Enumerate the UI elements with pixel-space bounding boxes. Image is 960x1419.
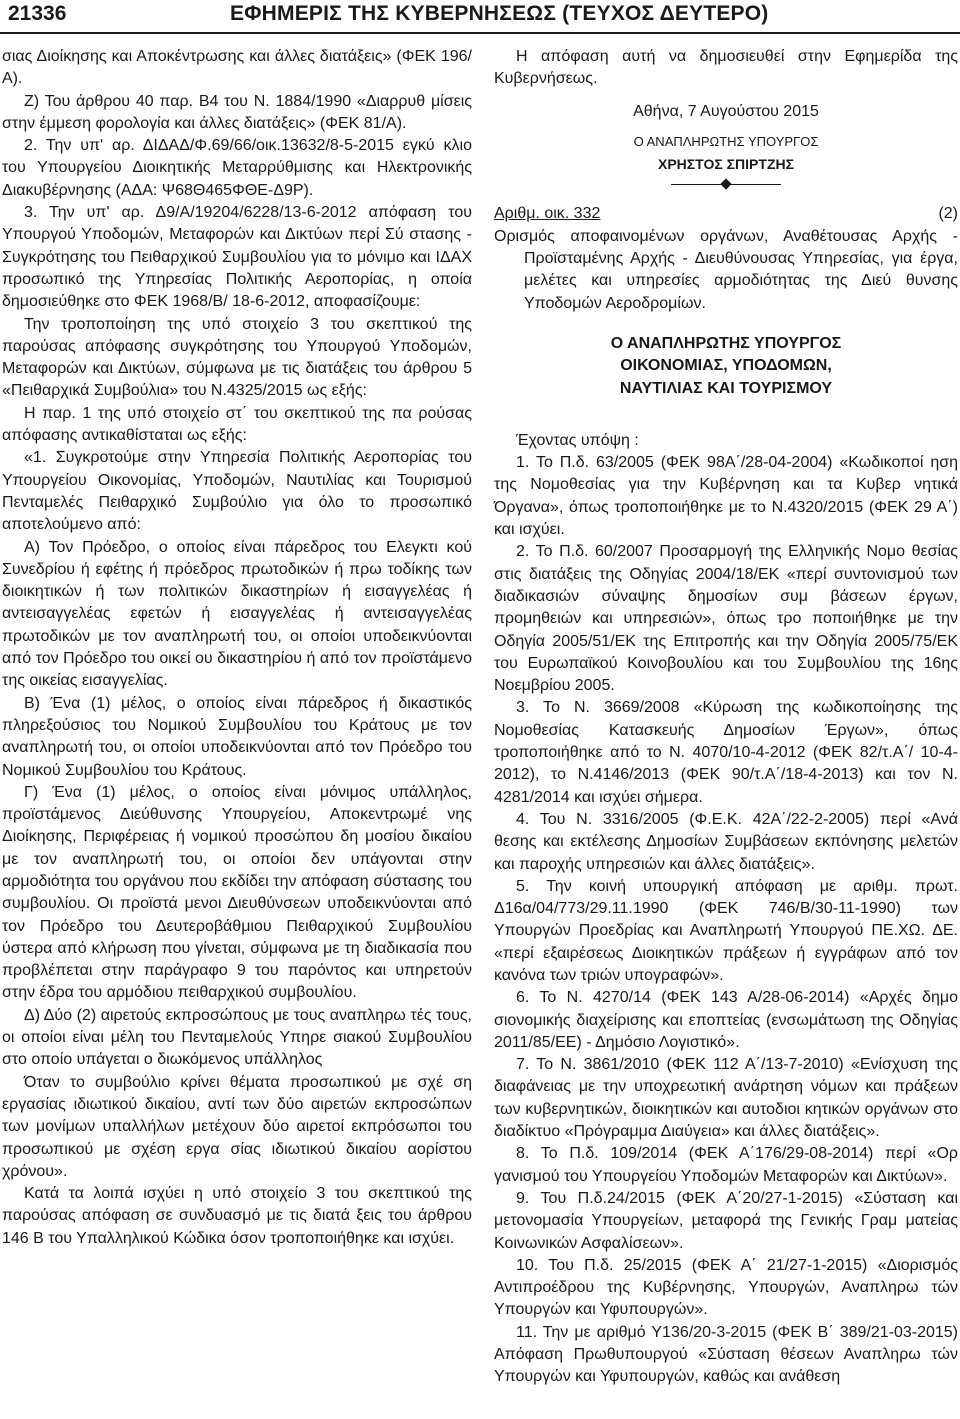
list-item: 4. Του Ν. 3316/2005 (Φ.Ε.Κ. 42Α΄/22-2-2005) περί «Ανά θεσης και εκτέλεσης Δημοσίων Συμβάσεων εκπόνησης μελετών και παροχής υπηρεσιών και άλλες διατάξεις». — [494, 810, 958, 873]
signer-name: ΧΡΗΣΤΟΣ ΣΠΙΡΤΖΗΣ — [657, 156, 795, 173]
header-rule — [0, 32, 960, 34]
paragraph: Η παρ. 1 της υπό στοιχείο στ΄ του σκεπτικού της πα ρούσας απόφασης αντικαθίσταται ως εξής: — [2, 404, 472, 445]
list-item: 7. Το Ν. 3861/2010 (ΦΕΚ 112 Α΄/13-7-2010) «Ενίσχυση της διαφάνειας με την υποχρεωτική ανάρτηση νόμων και πράξεων των κυβερνητικών, διοικητικών και αυτοδιοι κητικών οργάνων στο διαδίκτυο «Πρόγραμμα Διαύγεια» και άλλες διατάξεις». — [494, 1056, 958, 1141]
decision-number: Αριθμ. οικ. 332 — [494, 205, 601, 223]
paragraph: Β) Ένα (1) μέλος, ο οποίος είναι πάρεδρος ή δικαστικός πληρεξούσιος του Νομικού Συμβουλίου του Κράτους με τον αναπληρωτή του, οι οποίοι υποδεικνύονται από τον Πρόεδρο του Νομικού Συμβουλίου του Κράτους. — [2, 694, 472, 779]
list-item: 9. Του Π.δ.24/2015 (ΦΕΚ Α΄20/27-1-2015) «Σύσταση και μετονομασία Υπουργείων, μεταφορά της Γενικής Γραμ ματείας Κοινωνικών Ασφαλίσεων». — [494, 1189, 958, 1252]
paragraph: σιας Διοίκησης και Αποκέντρωσης και άλλες διατάξεις» (ΦΕΚ 196/Α). — [2, 48, 472, 88]
list-item: 6. Το Ν. 4270/14 (ΦΕΚ 143 Α/28-06-2014) «Αρχές δημο σιονομικής διαχείρισης και εποπτείας (ενσωμάτωση της Οδηγίας 2011/85/ΕΕ) - Δημόσιο Λογιστικό». — [494, 989, 958, 1051]
minister-heading-line-2: ΟΙΚΟΝΟΜΙΑΣ, ΥΠΟΔΟΜΩΝ, — [620, 357, 832, 375]
gazette-title: ΕΦΗΜΕΡΙΣ ΤΗΣ ΚΥΒΕΡΝΗΣΕΩΣ (ΤΕΥΧΟΣ ΔΕΥΤΕΡΟ) — [230, 2, 769, 25]
list-item: 3. Το Ν. 3669/2008 «Κύρωση της κωδικοποίησης της Νομοθεσίας Κατασκευής Δημοσίων Έργων», όπως τροποποιήθηκε από το Ν. 4070/10-4-2012 (ΦΕΚ 82/τ.Α΄/ 10-4-2012), το Ν.4146/2013 (ΦΕΚ 90/τ.Α΄/18-4-2013) και τον Ν. 4281/2014 και ισχύει σήμερα. — [494, 699, 958, 806]
list-item: 11. Την με αριθμό Υ136/20-3-2015 (ΦΕΚ Β΄ 389/21-03-2015) Απόφαση Πρωθυπουργού «Σύσταση θέσεων Αναπληρω τών Υπουργών και Υφυπουργών, καθώς και ανάθεση — [494, 1323, 958, 1386]
paragraph: 2. Την υπ' αρ. ΔΙΔΑΔ/Φ.69/66/οικ.13632/8-5-2015 εγκύ κλιο του Υπουργείου Διοικητικής Μεταρρύθμισης και Ηλεκτρονικής Διακυβέρνησης (ΑΔΑ: Ψ68Θ465ΦΘΕ-Δ9Ρ). — [2, 137, 472, 199]
list-item: 1. Το Π.δ. 63/2005 (ΦΕΚ 98Α΄/28-04-2004) «Κωδικοποί ηση της Νομοθεσίας για την Κυβέρνηση και τα Κυβερ νητικά Όργανα», όπως τροποποιήθηκε με το Ν.4320/2015 (ΦΕΚ 29 Α΄) και ισχύει. — [494, 454, 958, 539]
paragraph: Την τροποποίηση της υπό στοιχείο 3 του σκεπτικού της παρούσας απόφασης συγκρότησης του Υπουργού Υποδομών, Μεταφορών και Δικτύων, σύμφωνα με τις διατάξεις του άρθρου 5 «Πειθαρχικά Συμβούλια» του Ν.4325/2015 ως εξής: — [2, 315, 472, 400]
place-date: Αθήνα, 7 Αυγούστου 2015 — [633, 102, 819, 120]
page-number: 21336 — [8, 2, 67, 25]
decision-header — [494, 203, 958, 225]
diamond-ornament-icon — [720, 179, 731, 190]
paragraph: 3. Την υπ' αρ. Δ9/Α/19204/6228/13-6-2012 απόφαση του Υπουργού Υποδομών, Μεταφορών και Δικτύων περί Σύ στασης - Συγκρότησης του Πειθαρχικού Συμβουλίου για το μόνιμο και ΙΔΑΧ προσωπικό της Υπηρεσίας Πολιτικής Αεροπορίας, η οποία δημοσιεύθηκε στο ΦΕΚ 1968/Β/ 18-6-2012, αποφασίζουμε: — [2, 204, 472, 311]
publication-note: Η απόφαση αυτή να δημοσιευθεί στην Εφημερίδα της Κυβερνήσεως. — [494, 48, 958, 88]
left-column — [2, 46, 472, 1250]
paragraph: «1. Συγκροτούμε στην Υπηρεσία Πολιτικής Αεροπορίας του Υπουργείου Οικονομίας, Υποδομών, Ναυτιλίας και Τουρισμού Πενταμελές Πειθαρχικό Συμβούλιο για όλο το προσωπικό αποτελούμενο από: — [2, 449, 472, 534]
page-header — [0, 0, 960, 34]
considering-label: Έχοντας υπόψη : — [516, 431, 639, 449]
paragraph: Δ) Δύο (2) αιρετούς εκπροσώπους με τους αναπληρω τές τους, οι οποίοι είναι μέλη του Πενταμελούς Υπηρε σιακού Συμβουλίου στο οποίο υπάγεται ο διωκόμενος υπάλληλος — [2, 1006, 472, 1069]
paragraph: Γ) Ένα (1) μέλος, ο οποίος είναι μόνιμος υπάλληλος, προϊστάμενος Διεύθυνσης Υπουργείου, Αποκεντρωμέ νης Διοίκησης, Περιφέρειας ή νομικού προσώπου δη μοσίου δικαίου με τον αναπληρωτή του, οι οποίοι δεν υπάγονται στην αρμοδιότητα του οργάνου που εκδίδει την απόφαση σύστασης του συμβουλίου. Οι προϊστά μενοι Διευθύνσεων υποδεικνύονται από τον Πρόεδρο του Δευτεροβάθμιου Πειθαρχικού Συμβουλίου ύστερα από κλήρωση που γίνεται, σύμφωνα με τη διαδικασία που προβλέπεται στην παράγραφο 9 του παρόντος και υπηρετούν στην έδρα του αρμόδιου πειθαρχικού συμβουλίου. — [2, 783, 472, 1002]
minister-heading-line-1: Ο ΑΝΑΠΛΗΡΩΤΗΣ ΥΠΟΥΡΓΟΣ — [610, 334, 842, 352]
decision-index: (2) — [938, 205, 958, 223]
section-divider — [671, 179, 781, 189]
paragraph: Κατά τα λοιπά ισχύει η υπό στοιχείο 3 του σκεπτικού της παρούσας απόφαση σε συνδυασμό με τις διατά ξεις του άρθρου 146 Β του Υπαλληλικού Κώδικα όσον τροποποιήθηκε και ισχύει. — [2, 1185, 472, 1247]
paragraph: Όταν το συμβούλιο κρίνει θέματα προσωπικού με σχέ ση εργασίας ιδιωτικού δικαίου, αντί των δύο αιρετών εκπροσώπων των μονίμων υπαλλήλων μετέχουν δύο αιρετοί εκπρόσωποι του προσωπικού με σχέση εργα σίας ιδιωτικού δικαίου αορίστου χρόνου». — [2, 1073, 472, 1180]
minister-heading-line-3: ΝΑΥΤΙΛΙΑΣ ΚΑΙ ΤΟΥΡΙΣΜΟΥ — [619, 379, 833, 397]
list-item: 8. Το Π.δ. 109/2014 (ΦΕΚ Α΄176/29-08-2014) περί «Ορ γανισμού του Υπουργείου Υποδομών Μεταφορών και Δικτύων». — [494, 1145, 958, 1185]
signer-title: Ο ΑΝΑΠΛΗΡΩΤΗΣ ΥΠΟΥΡΓΟΣ — [633, 133, 819, 149]
list-item: 5. Την κοινή υπουργική απόφαση με αριθμ. πρωτ. Δ16α/04/773/29.11.1990 (ΦΕΚ 746/Β/30-11-1990) των Υπουργών Προεδρίας και Αναπληρωτή Υπουργού ΠΕ.ΧΩ. ΔΕ. «περί εξαιρέσεως Διοικητικών πράξεων ή εγγράφων από τον κανόνα των τριών υπογραφών». — [494, 877, 958, 984]
right-column — [494, 46, 958, 1389]
list-item: 10. Του Π.δ. 25/2015 (ΦΕΚ Α΄ 21/27-1-2015) «Διορισμός Αντιπροέδρου της Κυβέρνησης, Υπουργών, Αναπληρω τών Υπουργών και Υφυπουργών». — [494, 1256, 958, 1319]
paragraph: Α) Τον Πρόεδρο, ο οποίος είναι πάρεδρος του Ελεγκτι κού Συνεδρίου ή εφέτης ή πρόεδρος πρωτοδικών ή πρω τοδίκης των διοικητικών ή των πολιτικών δικαστηρίων ή εισαγγελέας ή αντεισαγγελέας εφετών ή εισαγγελέας ή αντεισαγγελέας πρωτοδικών με τον αναπληρωτή του, οι οποίοι υποδεικνύονται από τον Πρόεδρο του οικεί ου δικαστηρίου ή από τον προϊστάμενο της οικείας εισαγγελίας. — [2, 538, 472, 690]
decision-subject: Ορισμός αποφαινομένων οργάνων, Αναθέτουσας Αρχής - Προϊσταμένης Αρχής - Διευθύνουσας Υπηρεσίας, για έργα, μελέτες και υπηρεσίες αρμοδιότητας της Διεύ θυνσης Υποδομών Αεροδρομίων. — [494, 227, 958, 312]
paragraph: Ζ) Του άρθρου 40 παρ. Β4 του Ν. 1884/1990 «Διαρρυθ μίσεις στην έμμεση φορολογία και άλλες διατάξεις» (ΦΕΚ 81/Α). — [2, 92, 472, 132]
list-item: 2. Το Π.δ. 60/2007 Προσαρμογή της Ελληνικής Νομο θεσίας στις διατάξεις της Οδηγίας 2004/18/ΕΚ «περί συντονισμού των διαδικασιών σύναψης δημοσίων συμ βάσεων έργων, προμηθειών και υπηρεσιών», όπως τρο ποποιήθηκε με την Οδηγία 2005/51/ΕΚ της Επιτροπής και την Οδηγία 2005/75/ΕΚ του Ευρωπαϊκού Κοινοβουλίου και του Συμβουλίου της 16ης Νοεμβρίου 2005. — [494, 543, 958, 695]
